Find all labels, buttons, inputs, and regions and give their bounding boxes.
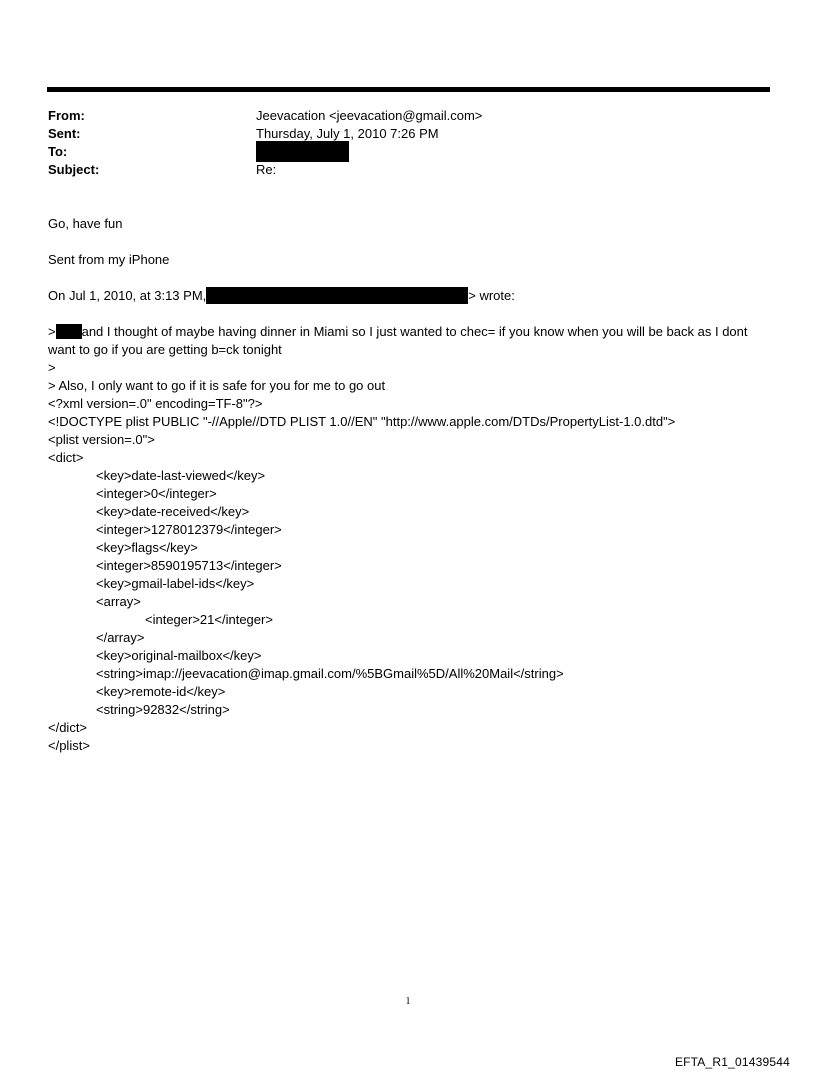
document-id: EFTA_R1_01439544 (674, 1055, 790, 1069)
quoted-message-line (48, 323, 768, 359)
plist-line: <key>original-mailbox</key> (96, 648, 262, 663)
plist-line: <key>gmail-label-ids</key> (96, 576, 255, 591)
email-body (48, 215, 768, 755)
plist-line: <key>date-received</key> (96, 504, 250, 519)
plist-line: <key>date-last-viewed</key> (96, 468, 266, 483)
plist-line: </dict> (48, 720, 88, 735)
quote-intro-after: > wrote: (468, 288, 515, 303)
subject-label: Subject: (48, 162, 100, 177)
plist-line: <!DOCTYPE plist PUBLIC "-//Apple//DTD PLIST 1.0//EN" "http://www.apple.com/DTDs/PropertyList-1.0.dtd"> (48, 414, 676, 429)
to-label: To: (48, 144, 68, 159)
subject-value: Re: (256, 162, 277, 177)
quote-intro-before: On Jul 1, 2010, at 3:13 PM, (48, 288, 207, 303)
quote-marker-line: > (48, 360, 56, 375)
email-header (48, 107, 748, 179)
plist-line: <key>remote-id</key> (96, 684, 226, 699)
plist-line: <plist version=.0"> (48, 432, 155, 447)
to-row (48, 143, 748, 161)
quote-marker: > (48, 324, 56, 339)
plist-line: </array> (96, 630, 145, 645)
reply-text: Go, have fun (48, 216, 123, 231)
quote-intro (48, 287, 768, 305)
sent-row (48, 125, 748, 143)
quoted-message-line: > Also, I only want to go if it is safe for you for me to go out (48, 378, 386, 393)
subject-row (48, 161, 748, 179)
plist-line: <integer>1278012379</integer> (96, 522, 282, 537)
plist-line: <?xml version=.0" encoding=TF-8"?> (48, 396, 263, 411)
plist-block (48, 395, 768, 755)
plist-line: <string>imap://jeevacation@imap.gmail.com/%5BGmail%5D/All%20Mail</string> (96, 666, 564, 681)
plist-line: <string>92832</string> (96, 702, 230, 717)
signature-text: Sent from my iPhone (48, 252, 170, 267)
header-rule (47, 87, 770, 92)
redaction-box (256, 141, 349, 162)
from-value: Jeevacation <jeevacation@gmail.com> (256, 108, 483, 123)
plist-line: <integer>0</integer> (96, 486, 217, 501)
plist-line: <array> (96, 594, 141, 609)
plist-line: <integer>21</integer> (145, 612, 273, 627)
sent-value: Thursday, July 1, 2010 7:26 PM (256, 126, 439, 141)
plist-line: <dict> (48, 450, 84, 465)
from-row (48, 107, 748, 125)
page-number: 1 (405, 996, 411, 1007)
plist-line: <key>flags</key> (96, 540, 198, 555)
sent-label: Sent: (48, 126, 81, 141)
from-label: From: (48, 108, 85, 123)
plist-line: <integer>8590195713</integer> (96, 558, 282, 573)
to-value (256, 143, 349, 162)
plist-line: </plist> (48, 738, 90, 753)
quoted-message-text: and I thought of maybe having dinner in Miami so I just wanted to chec= if you know when you will be back as I dont want to go if you are getting b=ck tonight (48, 324, 748, 357)
redaction-box (206, 287, 468, 304)
redaction-box (56, 324, 82, 339)
